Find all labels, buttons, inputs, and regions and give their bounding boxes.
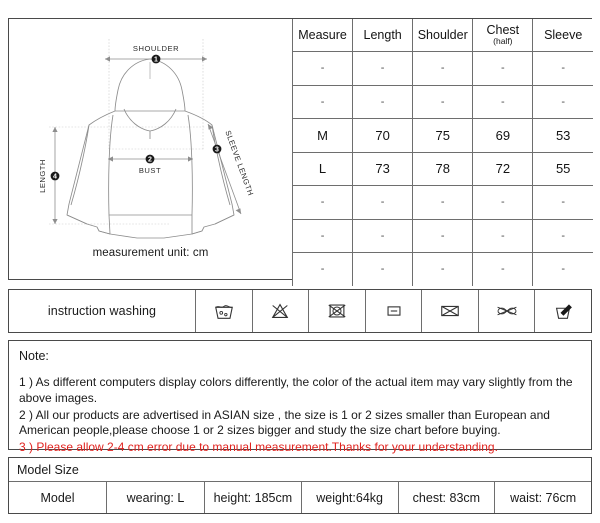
model-size-title: Model Size	[9, 458, 591, 482]
shoulder-badge: 1	[154, 56, 158, 64]
cell-sleeve: -	[533, 219, 593, 253]
do-not-bleach-icon	[269, 300, 291, 322]
cell-shoulder: -	[413, 52, 473, 86]
cell-chest: -	[473, 253, 533, 286]
model-cell-waist: waist: 76cm	[510, 490, 577, 505]
cell-length: 73	[353, 152, 413, 186]
cell-measure: L	[293, 152, 353, 186]
cell-chest: -	[473, 186, 533, 220]
measurement-unit-label: measurement unit: cm	[92, 247, 209, 259]
cell-length: -	[353, 253, 413, 286]
wash-icon-cell-5	[422, 290, 479, 332]
cell-sleeve: -	[533, 186, 593, 220]
cell-chest: -	[473, 219, 533, 253]
size-measurement-table	[292, 19, 593, 286]
cell-length: -	[353, 186, 413, 220]
washing-instruction-label: instruction washing	[9, 290, 196, 332]
wash-icon-cell-2	[253, 290, 310, 332]
cell-shoulder: -	[413, 219, 473, 253]
size-table-body	[293, 19, 594, 286]
note-line-2: 2 ) All our products are advertised in ASIAN size , the size is 1 or 2 sizes smaller than European and American people,please choose 1 or 2 sizes bigger and study the size chart before buying.	[19, 407, 550, 438]
model-size-panel	[8, 457, 592, 514]
cell-length: -	[353, 52, 413, 86]
wash-icon-cell-6	[479, 290, 536, 332]
table-row	[293, 186, 594, 220]
length-dimension	[38, 127, 59, 224]
header-chest-main: Chest	[486, 22, 520, 37]
cell-shoulder: -	[413, 85, 473, 119]
header-chest-sub: (half)	[493, 35, 513, 46]
bust-label: BUST	[138, 166, 162, 175]
cell-length: 70	[353, 119, 413, 153]
hoodie-outline	[67, 56, 234, 238]
note-panel	[8, 340, 592, 455]
sleeve-badge: 3	[215, 146, 219, 154]
cell-measure: -	[293, 219, 353, 253]
model-cell-wearing: wearing: L	[107, 482, 205, 513]
shoulder-dimension	[105, 44, 207, 64]
sleeve-label: SLEEVE LENGTH	[223, 129, 256, 198]
cell-chest: -	[473, 52, 533, 86]
cell-sleeve: 53	[533, 119, 593, 153]
model-cell-chest: chest: 83cm	[399, 482, 496, 513]
note-line-1: 1 ) As different computers display colors differently, the color of the actual item may vary slightly from the above images.	[19, 375, 573, 405]
table-row	[293, 152, 594, 186]
bust-badge: 2	[148, 156, 152, 164]
wash-icon-cell-3	[309, 290, 366, 332]
length-badge: 4	[53, 173, 57, 181]
cell-sleeve: -	[533, 253, 593, 286]
cell-chest: 72	[473, 152, 533, 186]
cell-measure: -	[293, 85, 353, 119]
table-row	[293, 219, 594, 253]
iron-low-heat-icon	[383, 300, 405, 322]
do-not-wring-icon	[439, 300, 461, 322]
shoulder-label: SHOULDER	[132, 44, 180, 53]
hoodie-measurement-diagram	[9, 19, 292, 251]
size-chart-top-panel	[8, 18, 592, 280]
header-sleeve: Sleeve	[533, 19, 593, 52]
header-chest	[473, 19, 533, 52]
table-header-row	[293, 19, 594, 52]
do-not-twist-icon	[495, 300, 519, 322]
note-line-3: 3 ) Please allow 2-4 cm error due to manual measurement.Thanks for your understanding.	[19, 440, 498, 455]
cell-measure: M	[293, 119, 353, 153]
bust-dimension	[108, 155, 193, 175]
hoodie-diagram-pane	[9, 19, 292, 279]
cell-shoulder: 78	[413, 152, 473, 186]
wash-icon-cell-7	[535, 290, 591, 332]
wash-icon-cell-1	[196, 290, 253, 332]
note-title: Note:	[19, 349, 49, 363]
wash-tub-icon	[213, 300, 235, 322]
cell-chest: 69	[473, 119, 533, 153]
header-shoulder: Shoulder	[413, 19, 473, 52]
cell-shoulder: 75	[413, 119, 473, 153]
table-row	[293, 253, 594, 286]
do-not-dry-clean-brush-icon	[552, 300, 574, 322]
cell-length: -	[353, 219, 413, 253]
washing-instruction-panel	[8, 289, 592, 333]
do-not-tumble-dry-icon	[326, 300, 348, 322]
cell-length: -	[353, 85, 413, 119]
model-cell-height: height: 185cm	[205, 482, 302, 513]
table-row	[293, 119, 594, 153]
cell-shoulder: -	[413, 253, 473, 286]
header-length: Length	[353, 19, 413, 52]
cell-sleeve: -	[533, 52, 593, 86]
cell-chest: -	[473, 85, 533, 119]
cell-shoulder: -	[413, 186, 473, 220]
length-label: LENGTH	[38, 159, 47, 193]
table-row	[293, 85, 594, 119]
table-row	[293, 52, 594, 86]
model-size-row	[9, 482, 591, 513]
cell-measure: -	[293, 253, 353, 286]
cell-measure: -	[293, 52, 353, 86]
guide-lines	[49, 39, 205, 224]
header-measure: Measure	[293, 19, 353, 52]
model-cell-model: Model	[9, 482, 107, 513]
wash-icon-cell-4	[366, 290, 423, 332]
cell-measure: -	[293, 186, 353, 220]
cell-sleeve: -	[533, 85, 593, 119]
model-cell-weight: weight:64kg	[302, 482, 399, 513]
cell-sleeve: 55	[533, 152, 593, 186]
